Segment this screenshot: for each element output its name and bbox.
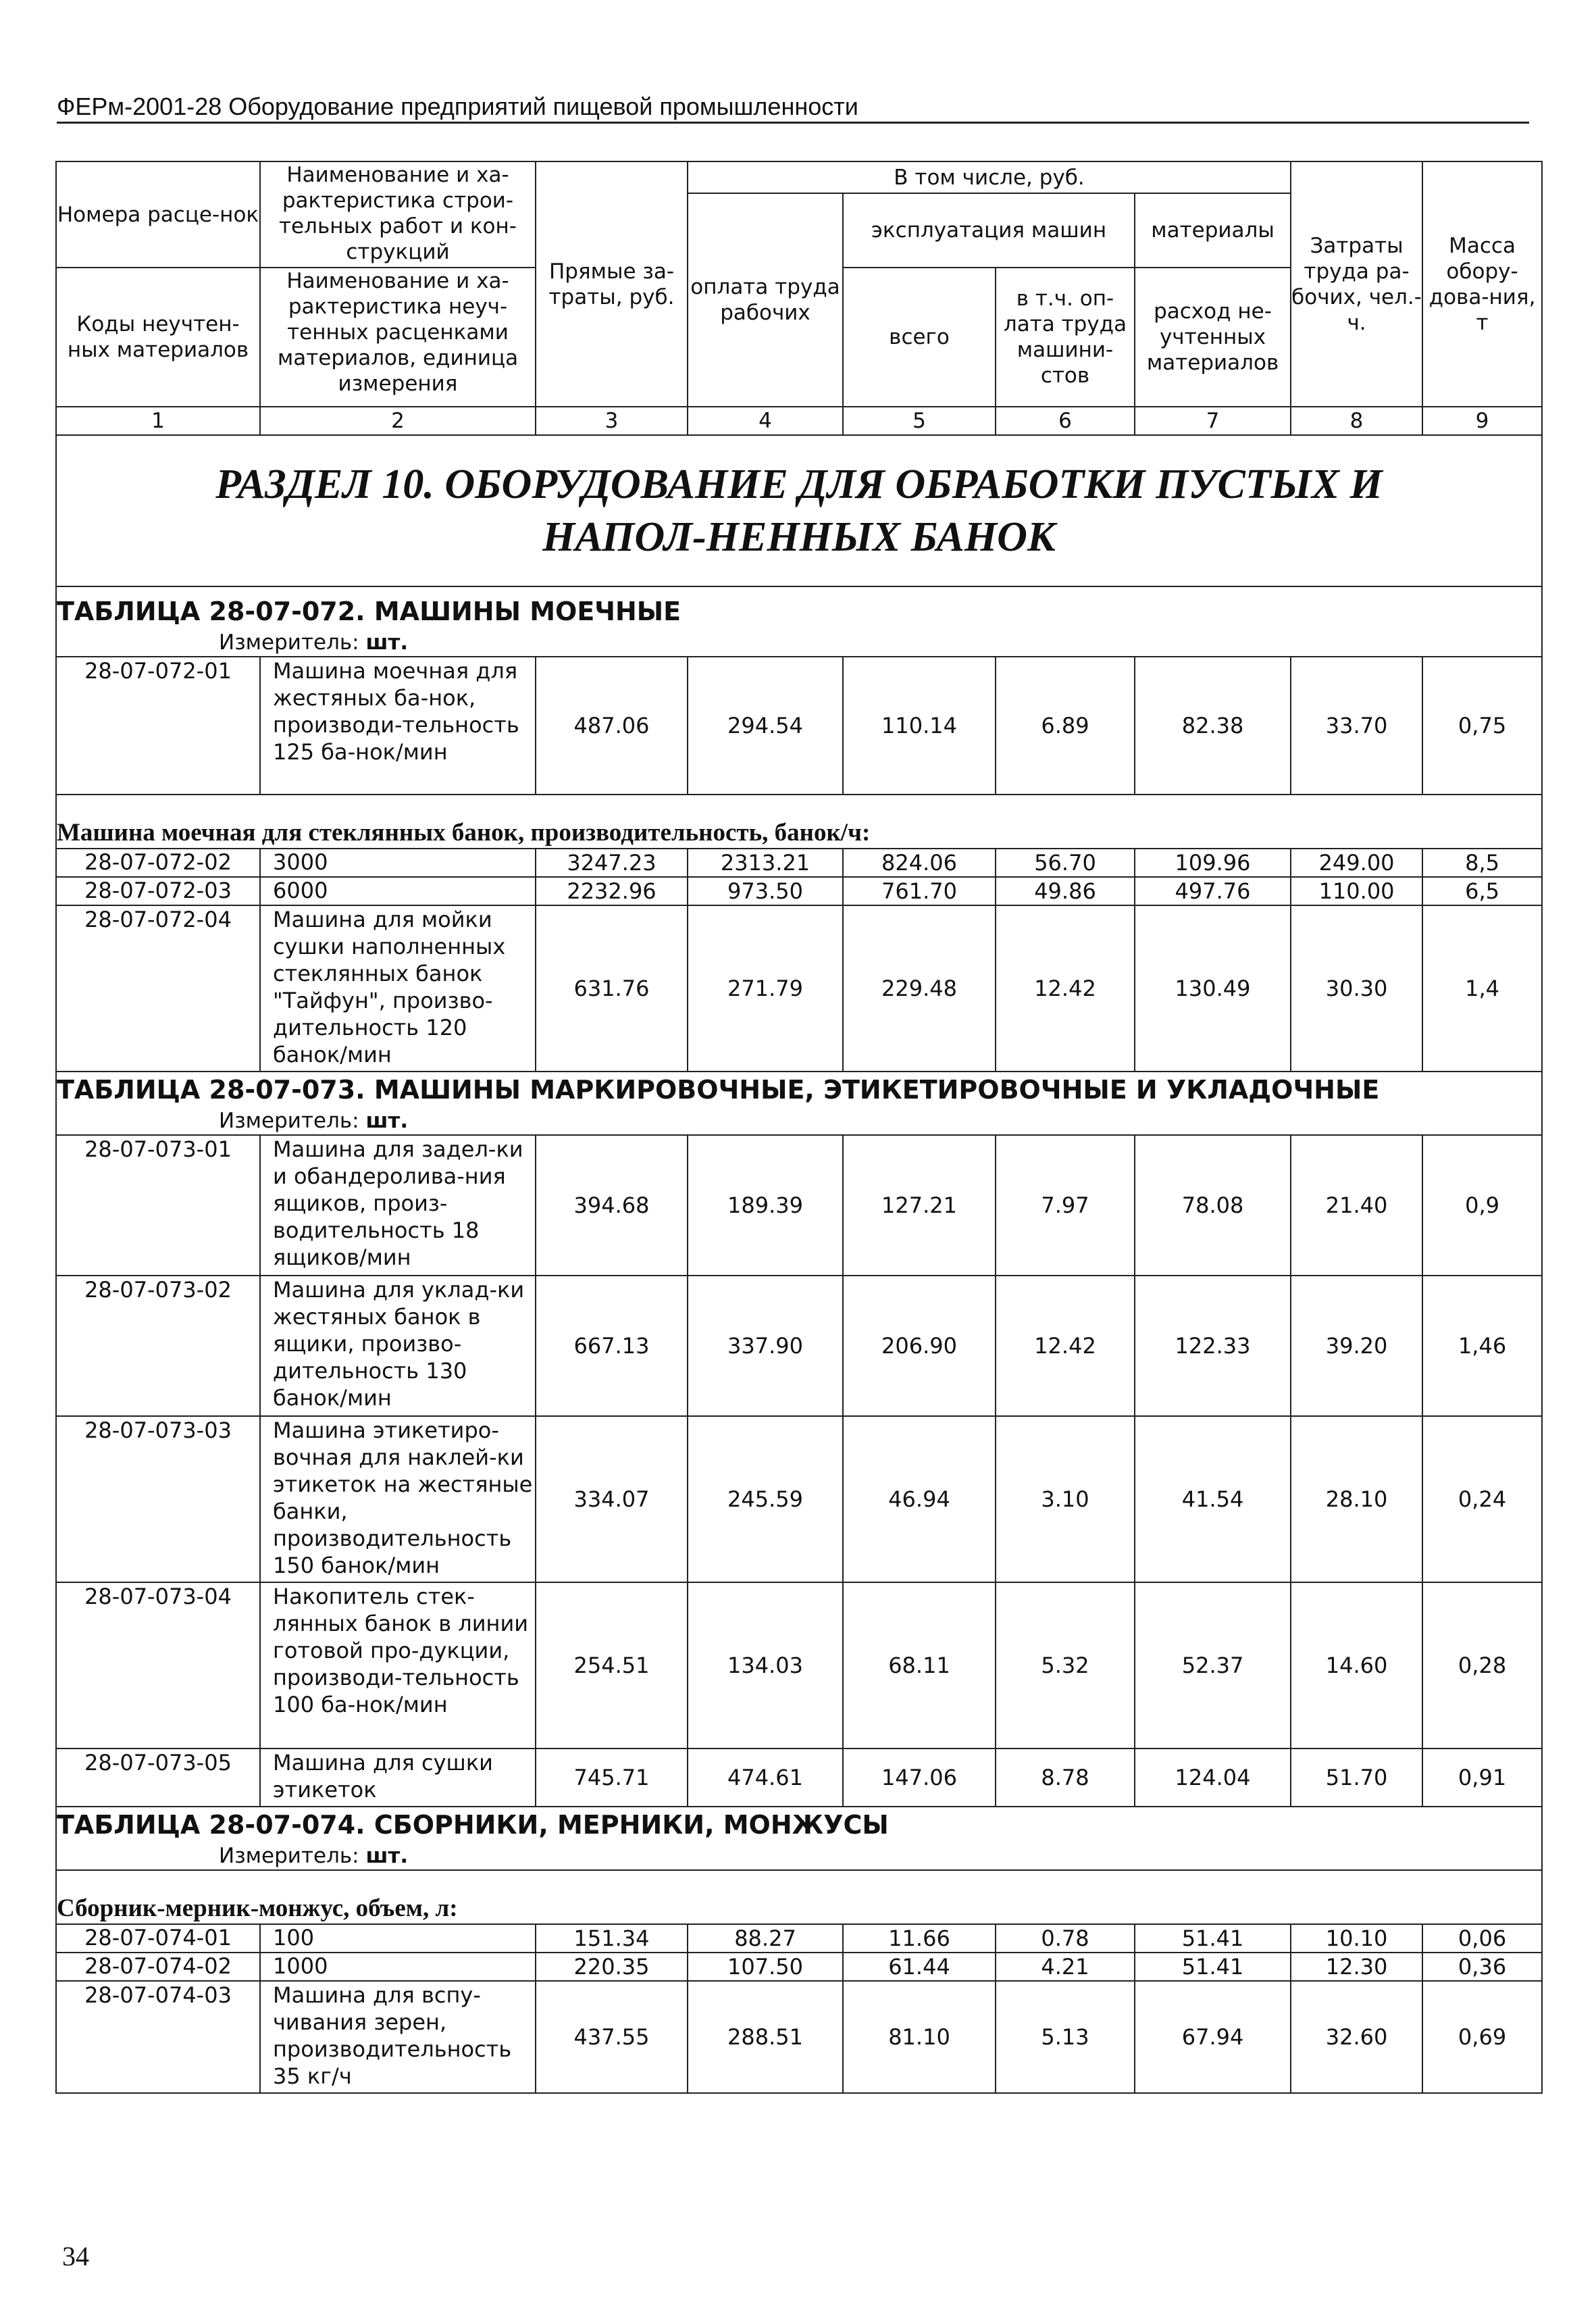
- materials: 51.41: [1135, 1924, 1291, 1953]
- machinist-pay: 3.10: [996, 1416, 1135, 1582]
- direct-costs: 2232.96: [536, 877, 688, 905]
- machinist-pay: 56.70: [996, 849, 1135, 877]
- header-rate-number: Номера расце-нок: [56, 161, 260, 268]
- rate-name: 100: [260, 1924, 536, 1953]
- labor-pay: 245.59: [688, 1416, 843, 1582]
- table-row: [56, 657, 1542, 795]
- running-header: ФЕРм-2001-28 Оборудование предприятий пищевой промышленности: [57, 92, 1529, 124]
- equipment-mass: 1,46: [1422, 1276, 1542, 1416]
- rate-name: Машина для задел-ки и обандеролива-ния ящиков, произ-водительность 18 ящиков/мин: [260, 1135, 536, 1276]
- rate-name: Машина для вспу-чивания зерен, производительность 35 кг/ч: [260, 1981, 536, 2093]
- rate-code: 28-07-073-01: [56, 1135, 260, 1276]
- table-row: [56, 1416, 1542, 1582]
- equipment-mass: 6,5: [1422, 877, 1542, 905]
- header-materials: материалы: [1135, 193, 1291, 268]
- table-row: [56, 1582, 1542, 1749]
- labor-pay: 2313.21: [688, 849, 843, 877]
- table-row: [56, 877, 1542, 905]
- table-row: [56, 1276, 1542, 1416]
- header-machines-total: всего: [843, 268, 996, 407]
- rate-name: Машина для сушки этикеток: [260, 1749, 536, 1807]
- direct-costs: 394.68: [536, 1135, 688, 1276]
- rate-name: Накопитель стек-лянных банок в линии готовой про-дукции, производи-тельность 100 ба-нок/мин: [260, 1582, 536, 1749]
- machines-total: 68.11: [843, 1582, 996, 1749]
- section-title: РАЗДЕЛ 10. ОБОРУДОВАНИЕ ДЛЯ ОБРАБОТКИ ПУСТЫХ И НАПОЛ-НЕННЫХ БАНОК: [215, 461, 1383, 560]
- rate-code: 28-07-072-03: [56, 877, 260, 905]
- rate-name: Машина этикетиро-вочная для наклей-ки этикеток на жестяные банки, производительность 150 банок/мин: [260, 1416, 536, 1582]
- table-title: ТАБЛИЦА 28-07-072. МАШИНЫ МОЕЧНЫЕ: [57, 597, 681, 626]
- labor-hours: 14.60: [1291, 1582, 1422, 1749]
- meter-label: Измеритель:: [219, 1109, 359, 1133]
- labor-pay: 271.79: [688, 905, 843, 1072]
- table-row: [56, 1749, 1542, 1807]
- page-number: 34: [62, 2241, 89, 2271]
- machinist-pay: 6.89: [996, 657, 1135, 795]
- machines-total: 206.90: [843, 1276, 996, 1416]
- machinist-pay: 7.97: [996, 1135, 1135, 1276]
- materials: 124.04: [1135, 1749, 1291, 1807]
- rate-code: 28-07-073-04: [56, 1582, 260, 1749]
- rate-name: Машина моечная для жестяных ба-нок, производи-тельность 125 ба-нок/мин: [260, 657, 536, 795]
- equipment-mass: 8,5: [1422, 849, 1542, 877]
- column-number: 6: [996, 407, 1135, 435]
- table-row: [56, 1135, 1542, 1276]
- labor-pay: 474.61: [688, 1749, 843, 1807]
- machinist-pay: 5.32: [996, 1582, 1135, 1749]
- section-heading-cell: [56, 435, 1542, 586]
- meter-label: Измеритель:: [219, 630, 359, 655]
- direct-costs: 3247.23: [536, 849, 688, 877]
- machines-total: 110.14: [843, 657, 996, 795]
- materials: 122.33: [1135, 1276, 1291, 1416]
- machines-total: 824.06: [843, 849, 996, 877]
- materials: 130.49: [1135, 905, 1291, 1072]
- machines-total: 761.70: [843, 877, 996, 905]
- materials: 109.96: [1135, 849, 1291, 877]
- rate-name: 6000: [260, 877, 536, 905]
- header-labor-pay: оплата труда рабочих: [688, 193, 843, 407]
- group-label: Сборник-мерник-монжус, объем, л:: [56, 1870, 1542, 1924]
- rate-code: 28-07-073-03: [56, 1416, 260, 1582]
- header-material-codes: Коды неучтен-ных материалов: [56, 268, 260, 407]
- labor-hours: 51.70: [1291, 1749, 1422, 1807]
- rate-code: 28-07-072-04: [56, 905, 260, 1072]
- machines-total: 147.06: [843, 1749, 996, 1807]
- column-number: 5: [843, 407, 996, 435]
- table-title: ТАБЛИЦА 28-07-073. МАШИНЫ МАРКИРОВОЧНЫЕ, ЭТИКЕТИРОВОЧНЫЕ И УКЛАДОЧНЫЕ: [57, 1075, 1380, 1105]
- labor-pay: 973.50: [688, 877, 843, 905]
- equipment-mass: 0,28: [1422, 1582, 1542, 1749]
- rate-code: 28-07-074-03: [56, 1981, 260, 2093]
- equipment-mass: 0,75: [1422, 657, 1542, 795]
- labor-hours: 28.10: [1291, 1416, 1422, 1582]
- machinist-pay: 12.42: [996, 1276, 1135, 1416]
- labor-hours: 12.30: [1291, 1953, 1422, 1981]
- machines-total: 229.48: [843, 905, 996, 1072]
- table-row: [56, 905, 1542, 1072]
- labor-pay: 189.39: [688, 1135, 843, 1276]
- labor-pay: 88.27: [688, 1924, 843, 1953]
- machinist-pay: 8.78: [996, 1749, 1135, 1807]
- materials: 51.41: [1135, 1953, 1291, 1981]
- equipment-mass: 0,36: [1422, 1953, 1542, 1981]
- machines-total: 61.44: [843, 1953, 996, 1981]
- rate-code: 28-07-072-02: [56, 849, 260, 877]
- direct-costs: 437.55: [536, 1981, 688, 2093]
- rate-code: 28-07-073-05: [56, 1749, 260, 1807]
- materials: 67.94: [1135, 1981, 1291, 2093]
- direct-costs: 151.34: [536, 1924, 688, 1953]
- meter: [57, 1107, 1541, 1134]
- rate-code: 28-07-074-01: [56, 1924, 260, 1953]
- direct-costs: 631.76: [536, 905, 688, 1072]
- labor-hours: 39.20: [1291, 1276, 1422, 1416]
- materials: 82.38: [1135, 657, 1291, 795]
- table-row: [56, 1953, 1542, 1981]
- column-number: 3: [536, 407, 688, 435]
- rate-code: 28-07-074-02: [56, 1953, 260, 1981]
- header-direct-costs: Прямые за-траты, руб.: [536, 161, 688, 407]
- equipment-mass: 0,9: [1422, 1135, 1542, 1276]
- header-machines: эксплуатация машин: [843, 193, 1135, 268]
- table-row: [56, 849, 1542, 877]
- header-machinist-pay: в т.ч. оп-лата труда машини-стов: [996, 268, 1135, 407]
- machinist-pay: 49.86: [996, 877, 1135, 905]
- rate-name: Машина для уклад-ки жестяных банок в ящики, произво-дительность 130 банок/мин: [260, 1276, 536, 1416]
- materials: 497.76: [1135, 877, 1291, 905]
- labor-pay: 294.54: [688, 657, 843, 795]
- table-title-cell: [56, 586, 1542, 657]
- meter: [57, 1842, 1541, 1869]
- machinist-pay: 4.21: [996, 1953, 1135, 1981]
- column-number: 4: [688, 407, 843, 435]
- labor-hours: 21.40: [1291, 1135, 1422, 1276]
- equipment-mass: 1,4: [1422, 905, 1542, 1072]
- labor-hours: 110.00: [1291, 877, 1422, 905]
- column-number: 1: [56, 407, 260, 435]
- machinist-pay: 0.78: [996, 1924, 1135, 1953]
- equipment-mass: 0,69: [1422, 1981, 1542, 2093]
- direct-costs: 334.07: [536, 1416, 688, 1582]
- direct-costs: 745.71: [536, 1749, 688, 1807]
- table-title: ТАБЛИЦА 28-07-074. СБОРНИКИ, МЕРНИКИ, МОНЖУСЫ: [57, 1810, 889, 1840]
- table-row: [56, 1981, 1542, 2093]
- meter-label: Измеритель:: [219, 1844, 359, 1868]
- column-numbers-row: [56, 407, 1542, 435]
- table-header: [56, 161, 1542, 407]
- header-work-name: Наименование и ха-рактеристика строи-тельных работ и кон-струкций: [260, 161, 536, 268]
- labor-pay: 134.03: [688, 1582, 843, 1749]
- equipment-mass: 0,24: [1422, 1416, 1542, 1582]
- equipment-mass: 0,06: [1422, 1924, 1542, 1953]
- labor-hours: 33.70: [1291, 657, 1422, 795]
- column-number: 2: [260, 407, 536, 435]
- direct-costs: 254.51: [536, 1582, 688, 1749]
- column-number: 7: [1135, 407, 1291, 435]
- machines-total: 46.94: [843, 1416, 996, 1582]
- direct-costs: 220.35: [536, 1953, 688, 1981]
- labor-hours: 10.10: [1291, 1924, 1422, 1953]
- group-label: Машина моечная для стеклянных банок, производительность, банок/ч:: [56, 795, 1542, 849]
- labor-hours: 32.60: [1291, 1981, 1422, 2093]
- labor-pay: 107.50: [688, 1953, 843, 1981]
- materials: 52.37: [1135, 1582, 1291, 1749]
- rate-name: 3000: [260, 849, 536, 877]
- column-number: 9: [1422, 407, 1542, 435]
- rate-name: Машина для мойки сушки наполненных стеклянных банок "Тайфун", произво-дительность 120 банок/мин: [260, 905, 536, 1072]
- header-including: В том числе, руб.: [688, 161, 1291, 193]
- column-number: 8: [1291, 407, 1422, 435]
- header-material-name: Наименование и ха-рактеристика неуч-тенных расценками материалов, единица измерения: [260, 268, 536, 407]
- labor-pay: 288.51: [688, 1981, 843, 2093]
- materials: 41.54: [1135, 1416, 1291, 1582]
- meter-unit: шт.: [365, 630, 409, 655]
- machines-total: 127.21: [843, 1135, 996, 1276]
- direct-costs: 667.13: [536, 1276, 688, 1416]
- machines-total: 11.66: [843, 1924, 996, 1953]
- machinist-pay: 12.42: [996, 905, 1135, 1072]
- equipment-mass: 0,91: [1422, 1749, 1542, 1807]
- machinist-pay: 5.13: [996, 1981, 1135, 2093]
- labor-hours: 249.00: [1291, 849, 1422, 877]
- rates-table: [55, 161, 1543, 2094]
- meter-unit: шт.: [365, 1109, 409, 1133]
- rate-code: 28-07-072-01: [56, 657, 260, 795]
- header-mass: Масса обору-дова-ния, т: [1422, 161, 1542, 407]
- table-title-cell: [56, 1072, 1542, 1135]
- materials: 78.08: [1135, 1135, 1291, 1276]
- direct-costs: 487.06: [536, 657, 688, 795]
- table-title-cell: [56, 1807, 1542, 1870]
- table-row: [56, 1924, 1542, 1953]
- header-unaccounted-materials: расход не-учтенных материалов: [1135, 268, 1291, 407]
- meter-unit: шт.: [365, 1844, 409, 1868]
- rate-name: 1000: [260, 1953, 536, 1981]
- labor-hours: 30.30: [1291, 905, 1422, 1072]
- header-labor-hours: Затраты труда ра-бочих, чел.-ч.: [1291, 161, 1422, 407]
- meter: [57, 629, 1541, 656]
- machines-total: 81.10: [843, 1981, 996, 2093]
- rate-code: 28-07-073-02: [56, 1276, 260, 1416]
- labor-pay: 337.90: [688, 1276, 843, 1416]
